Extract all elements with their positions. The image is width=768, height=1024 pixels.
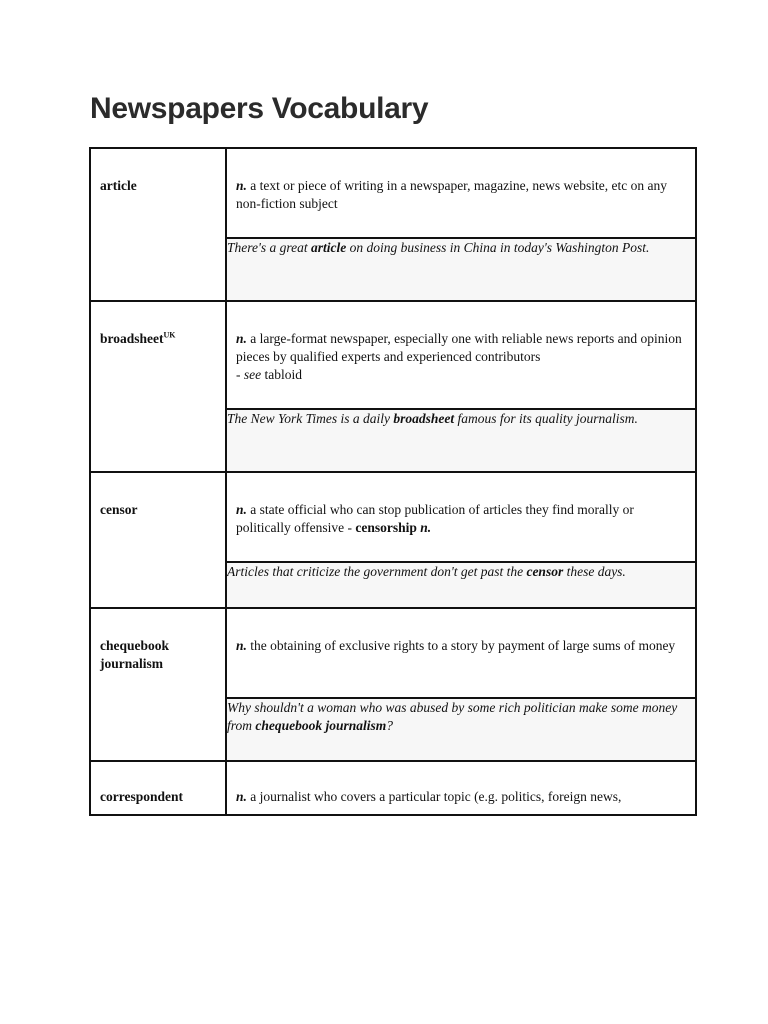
term-label: chequebook journalism: [100, 638, 170, 671]
table-row: [90, 148, 696, 238]
cross-reference: tabloid: [261, 367, 302, 382]
definition-cell: [226, 608, 696, 698]
vocabulary-table: [89, 147, 697, 816]
term-cell: [90, 301, 226, 472]
example-keyword: chequebook journalism: [255, 718, 387, 733]
part-of-speech: n.: [236, 331, 247, 346]
term-cell: [90, 472, 226, 608]
term-label: broadsheet$^{UK}$: [100, 330, 176, 346]
part-of-speech: n.: [236, 789, 247, 804]
page-title: Newspapers Vocabulary: [90, 92, 429, 125]
term-label: correspondent: [100, 789, 183, 804]
definition-cell: [226, 472, 696, 562]
definition-text: n. a state official who can stop publication of articles they find morally or politically offensive - censorship n.: [236, 502, 634, 535]
definition-text: n. the obtaining of exclusive rights to a story by payment of large sums of money: [236, 638, 676, 653]
definition-cell: [226, 301, 696, 409]
term-cell: [90, 761, 226, 815]
definition-cell: [226, 761, 696, 815]
example-keyword: broadsheet: [393, 411, 455, 426]
definition-cell: [226, 148, 696, 238]
region-label: UK: [163, 330, 176, 340]
term-label: article: [100, 178, 137, 193]
table-row: [90, 472, 696, 562]
derived-word: censorship: [355, 520, 417, 535]
term-label: censor: [100, 502, 138, 517]
example-cell: The New York Times is a daily broadsheet famous for its quality journalism.: [226, 409, 696, 472]
definition-text: n. a text or piece of writing in a newspaper, magazine, news website, etc on any non-fiction subject: [236, 178, 667, 211]
example-keyword: censor: [526, 564, 564, 579]
table-row: [90, 608, 696, 698]
part-of-speech: n.: [236, 638, 247, 653]
example-cell: There's a great article on doing business in China in today's Washington Post.: [226, 238, 696, 301]
example-cell: Why shouldn't a woman who was abused by some rich politician make some money from chequebook journalism?: [226, 698, 696, 761]
table-row: [90, 301, 696, 409]
part-of-speech: n.: [236, 502, 247, 517]
definition-text: n. a journalist who covers a particular topic (e.g. politics, foreign news,: [236, 789, 622, 804]
term-cell: [90, 608, 226, 761]
table-row: [90, 761, 696, 815]
part-of-speech: n.: [236, 178, 247, 193]
term-cell: [90, 148, 226, 301]
definition-text: n. a large-format newspaper, especially one with reliable news reports and opinion pieces by qualified experts and experienced contributors - see tabloid: [236, 331, 682, 382]
example-cell: Articles that criticize the government don't get past the censor these days.: [226, 562, 696, 608]
example-keyword: article: [311, 240, 347, 255]
